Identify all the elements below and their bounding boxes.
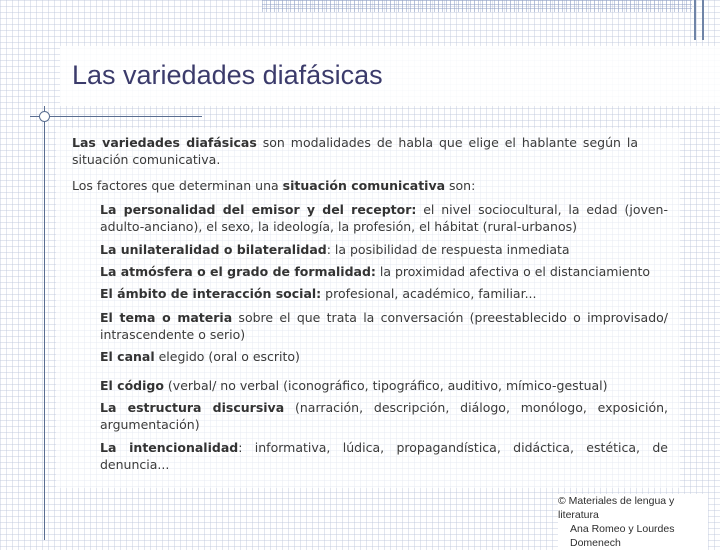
factor-item	[100, 377, 668, 394]
factor-item	[100, 263, 668, 280]
intro-term: Las variedades diafásicas	[72, 135, 257, 150]
factor-item	[100, 201, 668, 235]
vertical-rule	[44, 106, 45, 540]
factor-item	[100, 399, 668, 433]
factor-term: El código	[100, 378, 164, 393]
copyright-note	[558, 494, 708, 550]
page-title: Las variedades diafásicas	[72, 60, 383, 90]
factor-desc: la proximidad afectiva o el distanciamiento	[375, 264, 651, 279]
factor-item	[100, 285, 668, 302]
factor-desc: elegido (oral o escrito)	[154, 349, 300, 364]
intro-text: son modalidades de habla que elige el hablante según la situación comunicativa.	[72, 135, 638, 167]
factor-desc: profesional, académico, familiar...	[321, 286, 537, 301]
corner-decoration	[690, 0, 708, 40]
factor-term: La personalidad del emisor y del receptor:	[100, 202, 417, 217]
factor-term: El tema o materia	[100, 310, 233, 325]
factor-desc: : informativa, lúdica, propagandística, didáctica, estética, de denuncia...	[100, 440, 668, 472]
factor-item	[100, 439, 668, 473]
copyright-line-1: © Materiales de lengua y literatura	[558, 495, 675, 521]
intro-paragraph	[72, 134, 638, 168]
factor-term: La atmósfera o el grado de formalidad:	[100, 264, 376, 279]
horizontal-rule	[30, 116, 202, 117]
factor-term: El ámbito de interacción social:	[100, 286, 322, 301]
factors-intro	[72, 177, 638, 194]
factors-intro-text: Los factores que determinan una	[72, 178, 283, 193]
factor-term: La unilateralidad o bilateralidad	[100, 242, 327, 257]
factor-term: El canal	[100, 349, 155, 364]
factors-intro-term: situación comunicativa	[282, 178, 446, 193]
circle-ornament	[39, 111, 50, 122]
factor-item	[100, 241, 668, 258]
copyright-line-2: Ana Romeo y Lourdes Domenech	[570, 523, 675, 549]
factor-desc: : la posibilidad de respuesta inmediata	[326, 242, 570, 257]
factor-desc: (verbal/ no verbal (iconográfico, tipográfico, auditivo, mímico-gestual)	[163, 378, 608, 393]
factor-item	[100, 309, 668, 343]
factors-intro-end: son:	[445, 178, 476, 193]
factor-term: La estructura discursiva	[100, 400, 285, 415]
factor-desc: (narración, descripción, diálogo, monólogo, exposición, argumentación)	[100, 400, 668, 432]
factor-desc: el nivel sociocultural, la edad (joven-adulto-anciano), el sexo, la ideología, la profesión, el hábitat (rural-urbanos)	[100, 202, 668, 234]
factor-item	[100, 348, 668, 365]
top-decoration	[262, 0, 692, 12]
factor-desc: sobre el que trata la conversación (preestablecido o improvisado/ intrascendente o serio)	[100, 310, 668, 342]
factor-term: La intencionalidad	[100, 440, 239, 455]
